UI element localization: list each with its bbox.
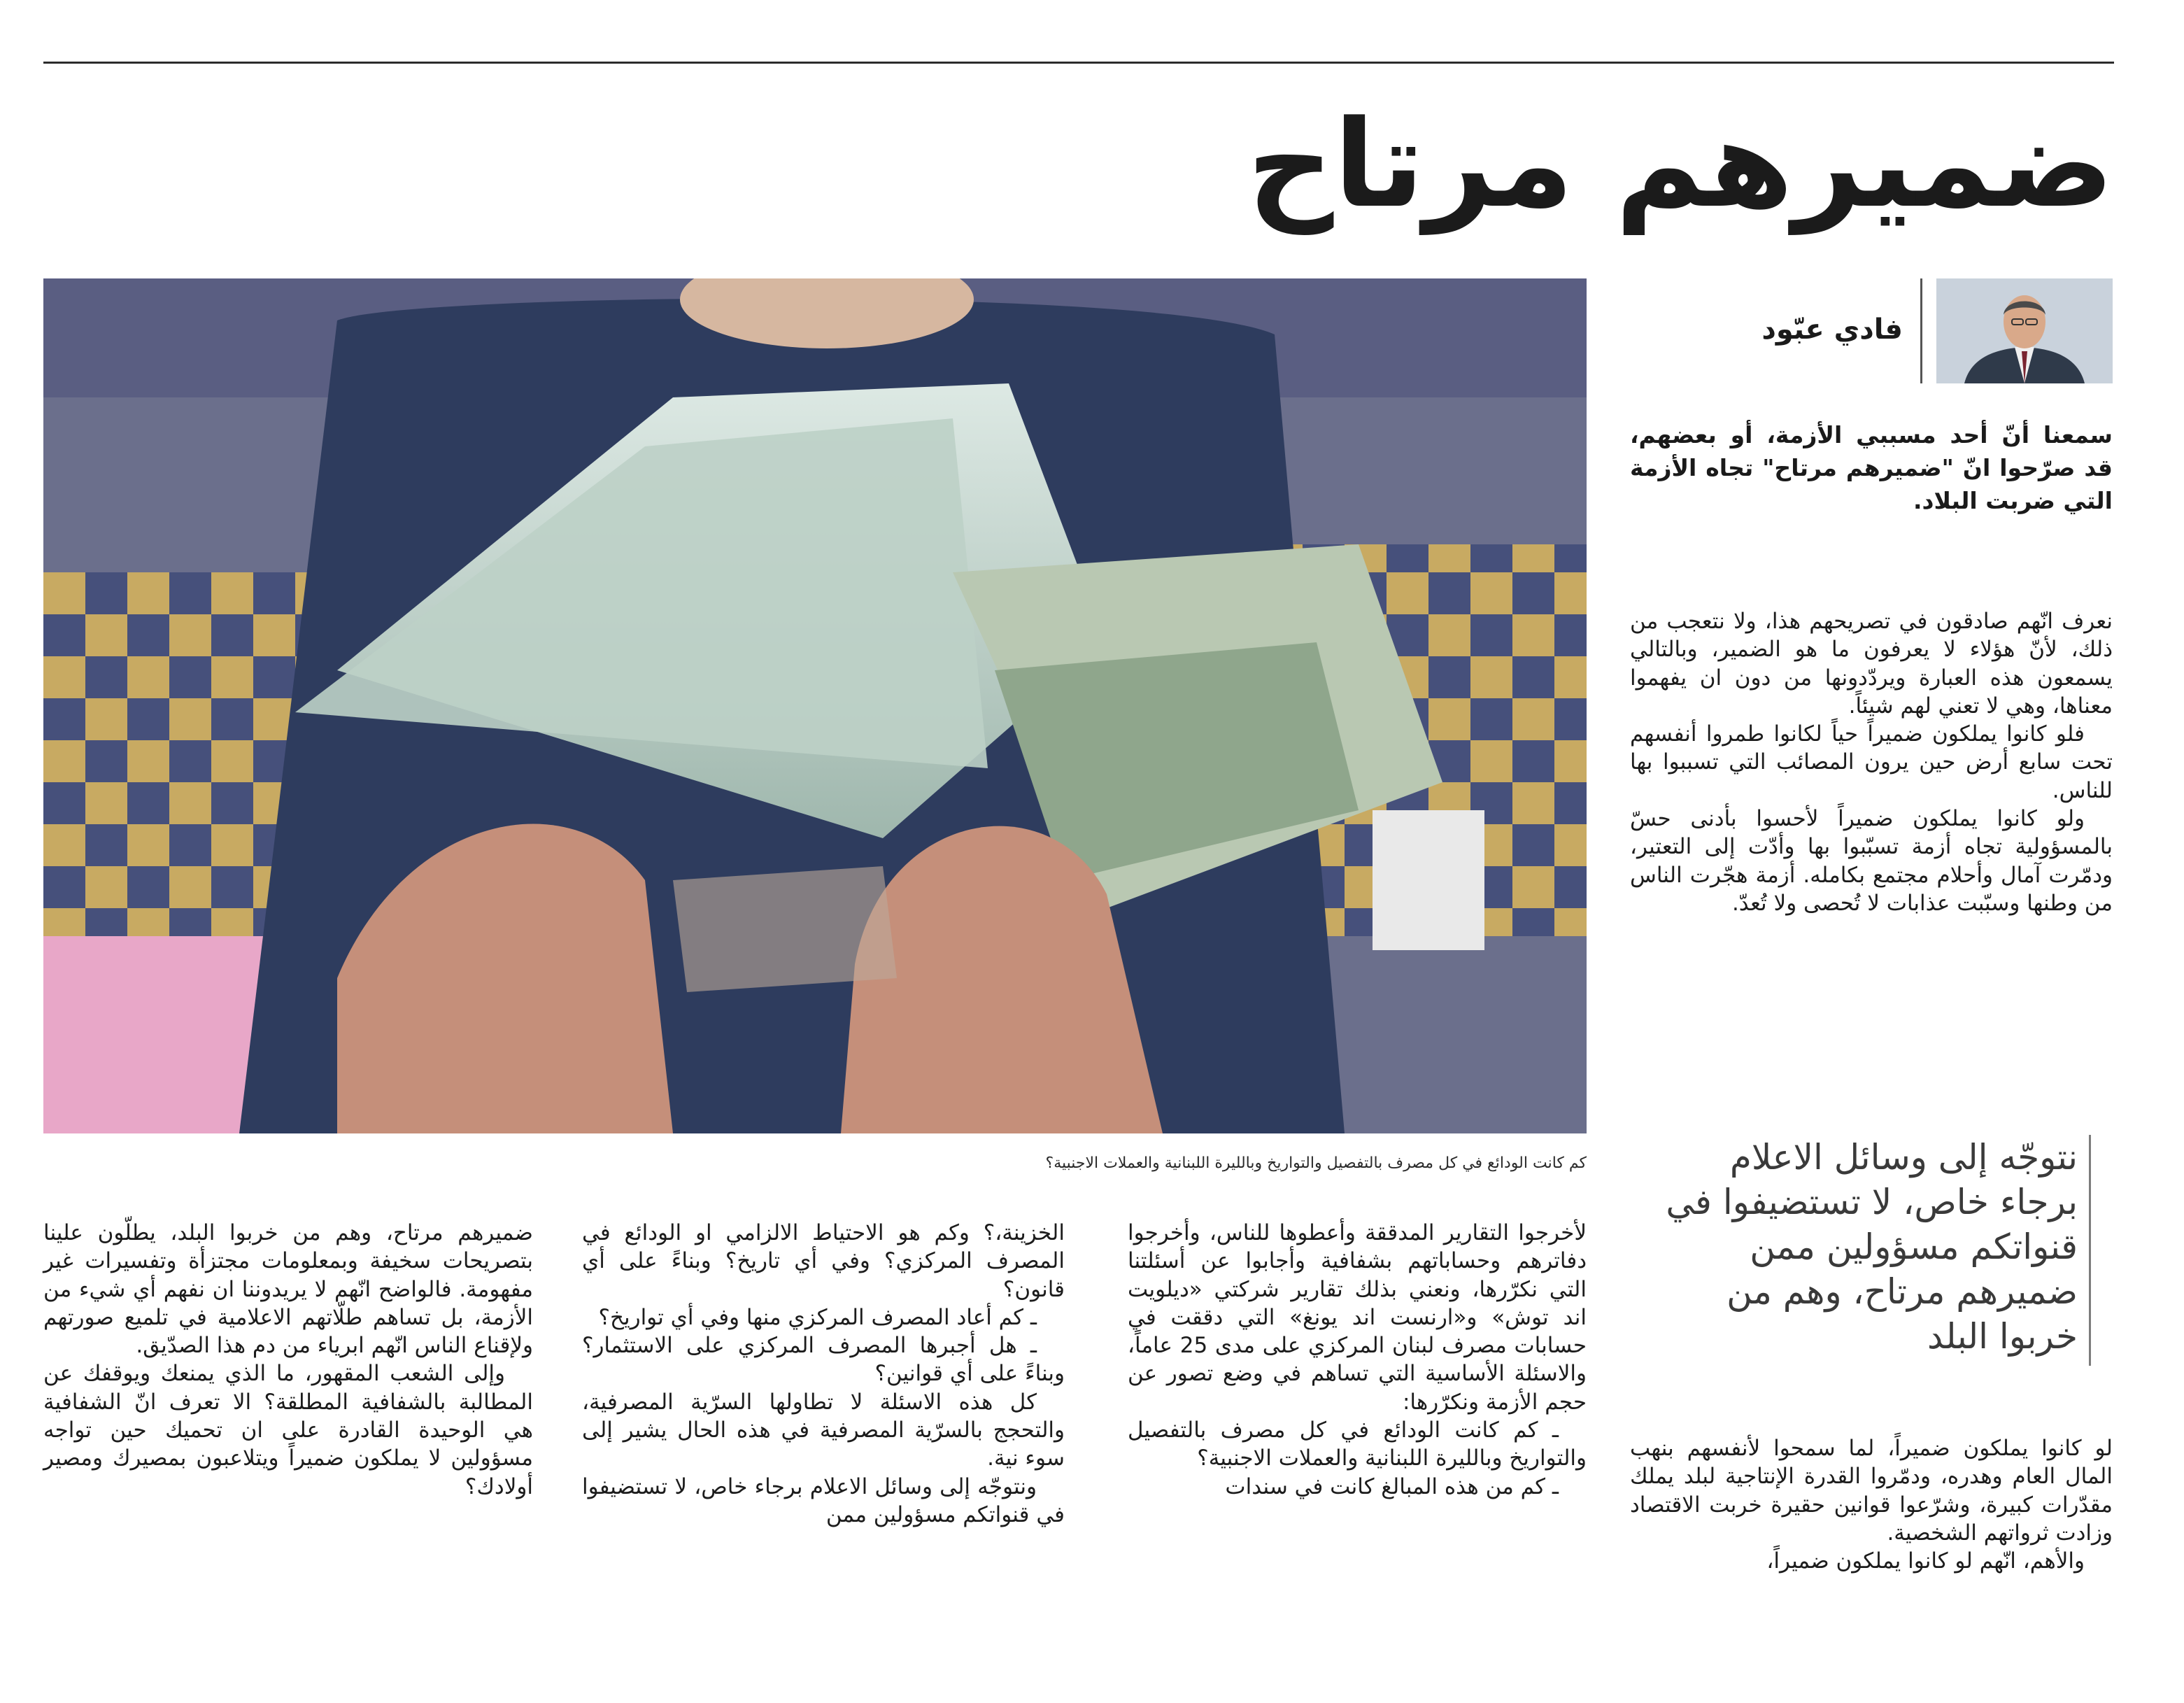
paragraph: لأخرجوا التقارير المدققة وأعطوها للناس، وأخرجوا دفاترهم وحساباتهم بشفافية وأجابوا عن أسئلتنا التي نكرّرها، ونعني بذلك تقارير شركتي «ديلويت اند توش» و«ارنست اند يونغ» التي دققت في حسابات مصرف لبنان المركزي على مدى 25 عاماً، والاسئلة الأساسية التي تساهم في وضع تصور عن حجم الأزمة ونكرّرها: [1128, 1220, 1587, 1415]
column-3 [582, 1219, 1065, 1529]
paragraph: والأهم، انّهم لو كانوا يملكون ضميراً، [1766, 1548, 2085, 1574]
column-4 [43, 1219, 533, 1501]
main-photo [43, 278, 1587, 1133]
lead-paragraph: سمعنا أنّ أحد مسببي الأزمة، أو بعضهم، قد صرّحوا انّ "ضميرهم مرتاح" تجاه الأزمة التي ضربت البلاد. [1630, 421, 2113, 514]
column-2 [1128, 1219, 1587, 1501]
author-name: فادي عبّود [1761, 313, 1903, 346]
paragraph: ـ كم أعاد المصرف المركزي منها وفي أي تواريخ؟ [598, 1304, 1037, 1330]
top-rule [43, 62, 2114, 64]
paragraph: فلو كانوا يملكون ضميراً حياً لكانوا طمروا أنفسهم تحت سابع أرض حين يرون المصائب التي تسببوا بها للناس. [1630, 721, 2113, 803]
column-right-top [1630, 607, 2113, 917]
pull-quote: نتوجّه إلى وسائل الاعلام برجاء خاص، لا تستضيفوا في قنواتكم مسؤولين ممن ضميرهم مرتاح، وهم من خربوا البلد [1644, 1135, 2091, 1366]
paragraph: ـ كم كانت الودائع في كل مصرف بالتفصيل والتواريخ وبالليرة اللبنانية والعملات الاجنبية؟ [1128, 1418, 1587, 1471]
paragraph: ضميرهم مرتاح، وهم من خربوا البلد، يطلّون علينا بتصريحات سخيفة وبمعلومات مجتزأة وتفسيرات غير مفهومة. فالواضح انّهم لا يريدوننا ان نفهم أي شيء من الأزمة، بل تساهم طلّاتهم الاعلامية في تلميع صورتهم ولإقناع الناس انّهم ابرياء من دم هذا الصدّيق. [43, 1220, 533, 1359]
paragraph: ـ هل أجبرها المصرف المركزي على الاستثمار؟ وبناءً على أي قوانين؟ [582, 1333, 1065, 1387]
paragraph: ـ كم من هذه المبالغ كانت في سندات [1225, 1474, 1559, 1499]
paragraph: نعرف انّهم صادقون في تصريحهم هذا، ولا نتعجب من ذلك، لأنّ هؤلاء لا يعرفون ما هو الضمير، وبالتالي يسمعون هذه العبارة ويردّدونها من دون ان يفهموا معناها، وهي لا تعني لهم شيئاً. [1630, 609, 2113, 719]
headline: ضميرهم مرتاح [1247, 94, 2114, 234]
author-box [1630, 278, 2113, 390]
author-divider [1920, 278, 1922, 383]
paragraph: الخزينة،؟ وكم هو الاحتياط الالزامي او الودائع في المصرف المركزي؟ وفي أي تاريخ؟ وبناءً على أي قانون؟ [582, 1220, 1065, 1302]
column-right-bottom [1630, 1434, 2113, 1575]
photo-caption: كم كانت الودائع في كل مصرف بالتفصيل والتواريخ وبالليرة اللبنانية والعملات الاجنبية؟ [1045, 1154, 1587, 1172]
author-photo [1936, 278, 2113, 383]
paragraph: ولو كانوا يملكون ضميراً لأحسوا بأدنى حسّ بالمسؤولية تجاه أزمة تسبّبوا بها وأدّت إلى التعتير، ودمّرت آمال وأحلام مجتمع بكامله. أزمة هجّرت الناس من وطنها وسبّبت عذابات لا تُحصى ولا تُعدّ. [1630, 806, 2113, 916]
paragraph: وإلى الشعب المقهور، ما الذي يمنعك ويوقفك عن المطالبة بالشفافية المطلقة؟ الا تعرف انّ الشفافية هي الوحيدة القادرة على ان تحميك حين تواجه مسؤولين لا يملكون ضميراً ويتلاعبون بمصيرك ومصير أولادك؟ [43, 1361, 533, 1499]
paragraph: كل هذه الاسئلة لا تطاولها السرّية المصرفية، والتحجج بالسرّية المصرفية في هذه الحال يشير إلى سوء نية. [582, 1389, 1065, 1471]
paragraph: لو كانوا يملكون ضميراً، لما سمحوا لأنفسهم بنهب المال العام وهدره، ودمّروا القدرة الإنتاجية لبلد يملك مقدّرات كبيرة، وشرّعوا قوانين حقيرة خربت الاقتصاد وزادت ثرواتهم الشخصية. [1630, 1436, 2113, 1546]
paragraph: ونتوجّه إلى وسائل الاعلام برجاء خاص، لا تستضيفوا في قنواتكم مسؤولين ممن [582, 1474, 1065, 1527]
